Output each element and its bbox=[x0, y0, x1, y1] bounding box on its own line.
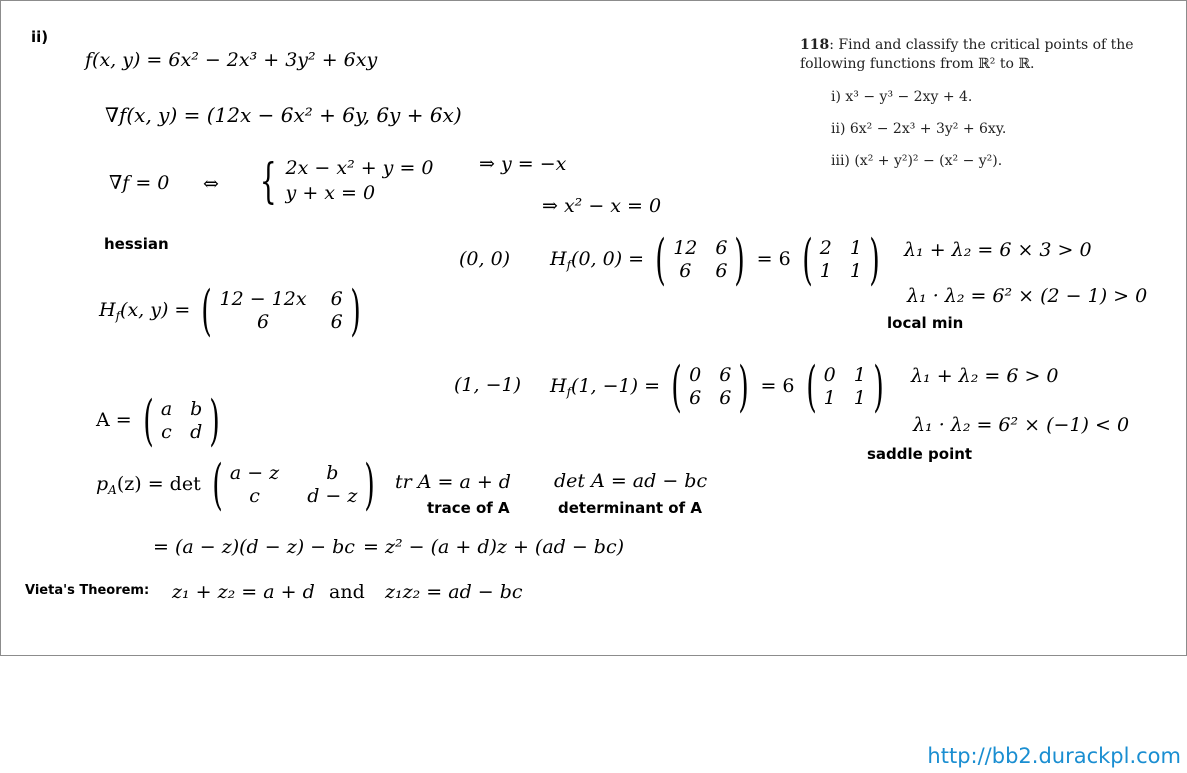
hessian-general-cell: 12 − 12x bbox=[219, 288, 307, 310]
gradient-zero bbox=[109, 174, 169, 193]
char-poly-expansion-2: = z² − (a + d)z + (ad − bc) bbox=[363, 536, 625, 558]
hessian-a-scaled-cell: 1 bbox=[849, 260, 862, 282]
hessian-at-a bbox=[550, 228, 885, 291]
trace-label: trace of A bbox=[427, 499, 510, 517]
local-min-label: local min bbox=[887, 314, 964, 332]
vieta-sum: z₁ + z₂ = a + d bbox=[172, 581, 315, 603]
critical-point-a: (0, 0) bbox=[459, 248, 511, 270]
char-poly-cell: c bbox=[249, 485, 260, 507]
hessian-at-a-lhs: $H_f(0$, 0) = bbox=[550, 248, 645, 272]
hessian-label: hessian bbox=[104, 235, 169, 253]
hessian-b-scaled-cell: 0 bbox=[823, 364, 836, 386]
hessian-general-cell: 6 bbox=[330, 288, 343, 310]
matrix-a-definition bbox=[96, 389, 225, 452]
hessian-b-cell: 6 bbox=[719, 364, 732, 386]
hessian-b-factor: = 6 bbox=[760, 375, 795, 397]
hessian-at-b-lhs: $H_f(1$, −1) = bbox=[550, 375, 660, 399]
determinant-formula: det A = ad − bc bbox=[554, 470, 708, 492]
char-poly-cell: a − z bbox=[229, 462, 280, 484]
problem-header bbox=[800, 36, 1134, 55]
gradient-zero-lhs: ∇f = 0 bbox=[109, 172, 170, 194]
hessian-b-scaled-cell: 1 bbox=[823, 387, 836, 409]
hessian-b-cell: 6 bbox=[689, 387, 702, 409]
hessian-general-cell: 6 bbox=[330, 311, 343, 333]
hessian-a-cell: 6 bbox=[715, 237, 728, 259]
eigen-product-a: λ₁ · λ₂ = 6² × (2 − 1) > 0 bbox=[907, 285, 1148, 307]
hessian-b-cell: 6 bbox=[719, 387, 732, 409]
hessian-a-factor: = 6 bbox=[756, 248, 791, 270]
hessian-a-cell: 6 bbox=[715, 260, 728, 282]
function-definition: f(x, y) = 6x² − 2x³ + 3y² + 6xy bbox=[85, 49, 378, 71]
source-url-link[interactable]: http://bb2.durackpl.com bbox=[927, 744, 1181, 768]
problem-item-2: ii) 6x² − 2x³ + 3y² + 6xy. bbox=[831, 121, 1007, 137]
implies-line-1: ⇒ y = −x bbox=[479, 153, 567, 175]
hessian-matrix: ( 12 − 12x 6 6 6 ) bbox=[201, 279, 361, 342]
hessian-b-matrix: ( 0 6 6 6 ) bbox=[671, 355, 750, 418]
hessian-a-matrix: ( 12 6 6 6 ) bbox=[655, 228, 746, 291]
trace-formula: tr A = a + d bbox=[395, 471, 511, 493]
part-label: ii) bbox=[31, 28, 49, 46]
hessian-a-scaled-cell: 2 bbox=[819, 237, 832, 259]
eigen-sum-a: λ₁ + λ₂ = 6 × 3 > 0 bbox=[904, 239, 1092, 261]
problem-statement bbox=[800, 36, 1134, 74]
determinant-label: determinant of A bbox=[558, 499, 702, 517]
system-line-2: y + x = 0 bbox=[285, 182, 376, 204]
problem-text-2: following functions from ℝ² to ℝ. bbox=[800, 56, 1035, 72]
eigen-sum-b: λ₁ + λ₂ = 6 > 0 bbox=[911, 365, 1059, 387]
matrix-a-cell: a bbox=[160, 398, 173, 420]
eigen-product-b: λ₁ · λ₂ = 6² × (−1) < 0 bbox=[913, 414, 1130, 436]
characteristic-polynomial bbox=[96, 453, 380, 516]
vieta-product: z₁z₂ = ad − bc bbox=[385, 581, 523, 603]
problem-item-1: i) x³ − y³ − 2xy + 4. bbox=[831, 89, 973, 105]
matrix-a: ( a b c d ) bbox=[143, 389, 221, 452]
left-brace-icon: { bbox=[259, 153, 277, 209]
critical-point-b: (1, −1) bbox=[454, 374, 522, 396]
hessian-at-b bbox=[550, 355, 889, 418]
matrix-a-cell: d bbox=[190, 421, 203, 443]
char-poly-matrix: ( a − z b c d − z ) bbox=[212, 453, 376, 516]
hessian-a-cell: 12 bbox=[673, 237, 698, 259]
problem-number: 118 bbox=[800, 37, 830, 53]
hessian-a-matrix-2: ( 2 1 1 1 ) bbox=[801, 228, 880, 291]
char-poly-lhs: $p_A(z) = \det$ bbox=[96, 473, 201, 497]
hessian-b-scaled-cell: 1 bbox=[853, 387, 866, 409]
vieta-and: and bbox=[329, 581, 365, 603]
hessian-general-cell: 6 bbox=[256, 311, 270, 333]
hessian-b-scaled-cell: 1 bbox=[853, 364, 866, 386]
hessian-a-scaled-cell: 1 bbox=[849, 237, 862, 259]
problem-text-1: : Find and classify the critical points of the bbox=[829, 37, 1134, 53]
char-poly-expansion-1: = (a − z)(d − z) − bc bbox=[153, 536, 355, 558]
char-poly-cell: d − z bbox=[307, 485, 358, 507]
matrix-a-cell: c bbox=[161, 421, 172, 443]
iff-symbol: ⇔ bbox=[203, 173, 219, 195]
hessian-a-scaled-cell: 1 bbox=[819, 260, 832, 282]
implies-line-2: ⇒ x² − x = 0 bbox=[542, 195, 662, 217]
gradient-line: ∇f(x, y) = (12x − 6x² + 6y, 6y + 6x) bbox=[105, 103, 462, 127]
hessian-lhs: $H_f(x$, y) = bbox=[99, 299, 191, 323]
hessian-b-matrix-2: ( 0 1 1 1 ) bbox=[805, 355, 884, 418]
saddle-point-label: saddle point bbox=[867, 445, 973, 463]
matrix-a-cell: b bbox=[190, 398, 203, 420]
vieta-label: Vieta's Theorem: bbox=[25, 583, 150, 598]
hessian-general bbox=[99, 279, 366, 342]
equation-system bbox=[253, 153, 434, 209]
system-line-1: 2x − x² + y = 0 bbox=[285, 157, 434, 179]
matrix-a-lhs: A = bbox=[96, 409, 132, 431]
problem-item-3: iii) (x² + y²)² − (x² − y²). bbox=[831, 153, 1003, 169]
hessian-a-cell: 6 bbox=[679, 260, 692, 282]
char-poly-cell: b bbox=[326, 462, 339, 484]
hessian-b-cell: 0 bbox=[689, 364, 702, 386]
